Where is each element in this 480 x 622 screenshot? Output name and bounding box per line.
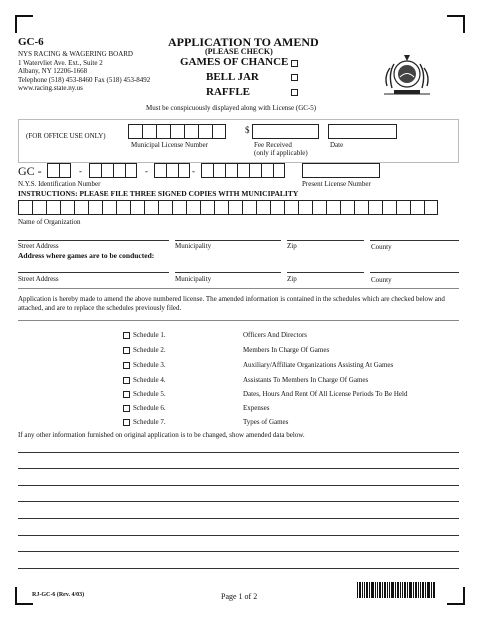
amended-data-line-1[interactable] [18,452,459,453]
schedule-row-7[interactable] [123,418,288,426]
schedule-2-desc: Members In Charge Of Games [243,346,330,354]
org-zip-label: Zip [287,242,297,250]
present-license-number-label: Present License Number [302,180,371,188]
dollar-sign: $ [245,125,250,135]
fee-received-field[interactable] [252,124,319,139]
agency-address2: Albany, NY 12206-1668 [18,67,88,75]
games-county-line[interactable] [370,272,459,273]
org-street-line[interactable] [18,240,169,241]
form-code: GC-6 [18,36,44,48]
option-bell-jar-label: BELL JAR [206,71,259,83]
schedule-row-2[interactable] [123,346,329,354]
office-use-label: (FOR OFFICE USE ONLY) [26,132,106,140]
option-games-of-chance-label: GAMES OF CHANCE [180,56,289,68]
schedule-5-checkbox[interactable] [123,391,130,398]
games-zip-label: Zip [287,275,297,283]
agency-website: www.racing.state.ny.us [18,84,83,92]
nys-id-label: N.Y.S. Identification Number [18,180,101,188]
schedule-row-4[interactable] [123,376,368,384]
schedule-3-num: Schedule 3. [133,361,166,369]
amended-data-line-3[interactable] [18,485,459,486]
corner-mark-bottom-right [447,587,465,605]
schedule-7-num: Schedule 7. [133,418,166,426]
organization-name-label: Name of Organization [18,218,81,226]
amended-data-line-8[interactable] [18,568,459,569]
fee-received-label: Fee Received [254,141,292,149]
nys-id-part2-field[interactable] [89,163,137,178]
amended-data-line-7[interactable] [18,551,459,552]
date-field[interactable] [328,124,397,139]
agency-block [18,50,150,93]
state-seal-icon [374,50,440,98]
instructions: INSTRUCTIONS: PLEASE FILE THREE SIGNED COPIES WITH MUNICIPALITY [18,189,299,198]
games-zip-line[interactable] [287,272,364,273]
schedule-7-checkbox[interactable] [123,419,130,426]
games-street-line[interactable] [18,272,169,273]
barcode-icon [357,582,435,598]
option-bell-jar-checkbox[interactable] [291,74,298,81]
schedule-4-desc: Assistants To Members In Charge Of Games [243,376,369,384]
amended-data-line-2[interactable] [18,468,459,469]
nys-id-dash1: - [79,166,82,176]
schedule-1-checkbox[interactable] [123,332,130,339]
municipal-license-number-field[interactable] [128,124,226,139]
schedule-row-5[interactable] [123,390,407,398]
org-zip-line[interactable] [287,240,364,241]
schedule-4-checkbox[interactable] [123,377,130,384]
display-note: Must be conspicuously displayed along with License (GC-5) [146,104,317,112]
municipal-license-number-label: Municipal License Number [131,141,208,149]
schedule-6-desc: Expenses [243,404,270,412]
nys-id-part3-field[interactable] [154,163,190,178]
games-address-heading: Address where games are to be conducted: [18,251,155,260]
schedule-7-desc: Types of Games [243,418,289,426]
games-county-label: County [371,276,392,284]
org-county-label: County [371,243,392,251]
org-street-label: Street Address [18,242,59,250]
option-raffle-label: RAFFLE [206,86,250,98]
schedule-5-desc: Dates, Hours And Rent Of All License Periods To Be Held [243,390,408,398]
gc-prefix: GC - [18,164,42,178]
option-games-of-chance-checkbox[interactable] [291,60,298,67]
agency-name: NYS RACING & WAGERING BOARD [18,50,133,58]
games-municipality-label: Municipality [175,275,212,283]
schedule-3-desc: Auxiliary/Affiliate Organizations Assisting At Games [243,361,394,369]
schedule-2-num: Schedule 2. [133,346,166,354]
schedule-5-num: Schedule 5. [133,390,166,398]
games-street-label: Street Address [18,275,59,283]
option-raffle-checkbox[interactable] [291,89,298,96]
corner-mark-top-left [15,15,33,33]
amended-data-line-6[interactable] [18,535,459,536]
fee-received-sublabel: (only if applicable) [254,149,308,157]
corner-mark-bottom-left [15,587,33,605]
organization-name-field[interactable] [18,200,438,215]
please-check: (PLEASE CHECK) [205,47,273,56]
schedule-row-6[interactable] [123,404,269,412]
form-revision: RJ-GC-6 (Rev. 4/03) [32,592,85,598]
amended-data-line-4[interactable] [18,501,459,502]
amended-data-line-5[interactable] [18,518,459,519]
schedule-6-checkbox[interactable] [123,405,130,412]
schedule-4-num: Schedule 4. [133,376,166,384]
agency-phone: Telephone (518) 453-8460 Fax (518) 453-8492 [18,75,151,84]
schedule-2-checkbox[interactable] [123,347,130,354]
corner-mark-top-right [447,15,465,33]
schedule-row-1[interactable] [123,331,307,339]
schedule-row-3[interactable] [123,361,393,369]
section-divider-2 [18,320,459,321]
agency-address1: 1 Watervliet Ave. Ext., Suite 2 [18,58,103,67]
present-license-number-field[interactable] [302,163,380,178]
form-title: APPLICATION TO AMEND [168,35,319,49]
nys-id-dash3: - [192,166,195,176]
games-municipality-line[interactable] [175,272,281,273]
nys-id-part4-field[interactable] [201,163,285,178]
schedule-1-num: Schedule 1. [133,331,166,339]
org-municipality-label: Municipality [175,242,212,250]
section-divider-1 [18,288,459,289]
schedule-3-checkbox[interactable] [123,362,130,369]
other-info-note: If any other information furnished on original application is to be changed, show amended data below. [18,431,305,439]
nys-id-part1-field[interactable] [47,163,71,178]
schedule-6-num: Schedule 6. [133,404,166,412]
org-municipality-line[interactable] [175,240,281,241]
date-label: Date [330,141,344,149]
org-county-line[interactable] [370,240,459,241]
schedule-1-desc: Officers And Directors [243,331,308,339]
amend-paragraph: Application is hereby made to amend the above numbered license. The amended information is contained in the schedules which are checked below and attached, and are to replace the schedules previously filed. [18,295,445,312]
nys-id-dash2: - [145,166,148,176]
page-number: Page 1 of 2 [221,592,258,601]
